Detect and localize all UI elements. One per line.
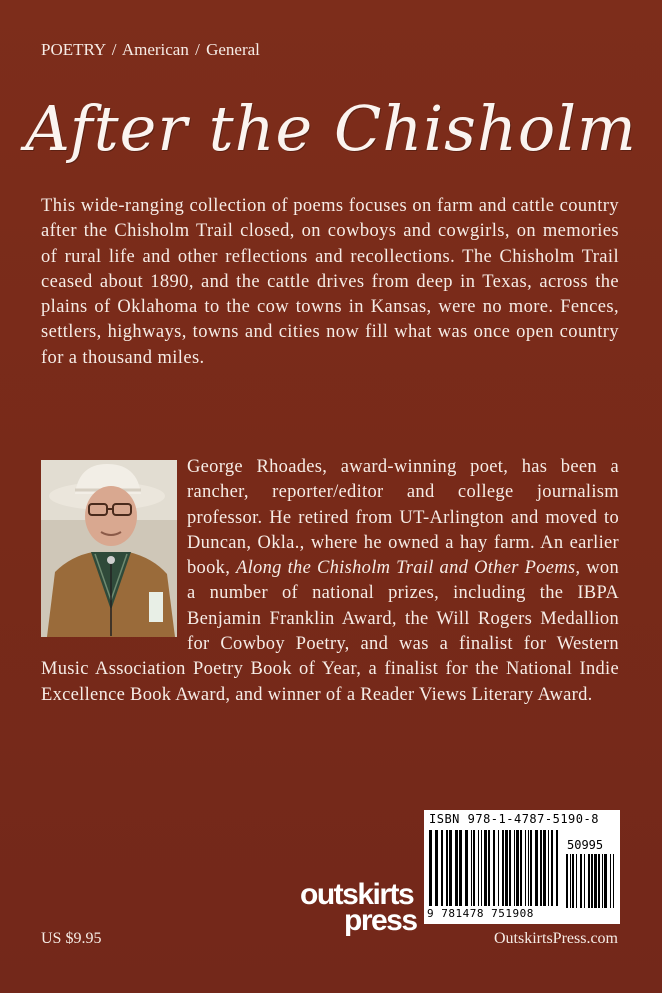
barcode-bar xyxy=(473,830,475,906)
barcode-bar xyxy=(514,830,515,906)
barcode-bar xyxy=(602,854,603,908)
barcode-digits: 9 781478 751908 xyxy=(427,907,534,920)
publisher-name-line1: outskirts xyxy=(300,878,414,911)
barcode-bar xyxy=(576,854,577,908)
barcode-bar xyxy=(441,830,443,906)
publisher-logo xyxy=(300,878,422,940)
barcode-bar xyxy=(478,830,479,906)
publisher-name-line2: press xyxy=(344,904,417,937)
barcode-bar xyxy=(591,854,593,908)
barcode-bar xyxy=(449,830,452,906)
barcode-bar xyxy=(429,830,432,906)
barcode-bar xyxy=(446,830,448,906)
book-description: This wide-ranging collection of poems focuses on farm and cattle country after the Chisholm Trail closed, on cowboys and cowgirls, on memories of rural life and other reflections and recollections. The Chisholm Trail ceased about 1890, and the cattle drives from deep in Texas, across the plains of Oklahoma to the cow towns in Kansas, were no more. Fences, settlers, highways, towns and cities now fill what was once open country for a thousand miles. xyxy=(41,196,619,368)
barcode-bar xyxy=(435,830,438,906)
barcode-bar xyxy=(484,830,487,906)
barcode-bar xyxy=(525,830,526,906)
earlier-book-title: Along the Chisholm Trail and Other Poems, xyxy=(236,558,581,579)
barcode-bar xyxy=(594,854,597,908)
book-title: After the Chisholm xyxy=(25,92,637,165)
barcode-bar xyxy=(584,854,585,908)
barcode-bar xyxy=(540,830,542,906)
barcode-bar xyxy=(502,830,504,906)
barcode-bar xyxy=(543,830,546,906)
barcode-bar xyxy=(556,830,558,906)
photo-spacer xyxy=(41,455,187,635)
barcode-bar xyxy=(493,830,495,906)
barcode-bar xyxy=(481,830,482,906)
barcode-addon xyxy=(566,854,614,910)
barcode-bar xyxy=(548,830,549,906)
barcode-bar xyxy=(588,854,590,908)
barcode-bar xyxy=(509,830,511,906)
barcode-bar xyxy=(471,830,472,906)
barcode-bar xyxy=(498,830,499,906)
barcode-bar xyxy=(570,854,571,908)
barcode-bar xyxy=(598,854,600,908)
barcode-bar xyxy=(610,854,611,908)
barcode-bar xyxy=(530,830,532,906)
barcode-bar xyxy=(516,830,519,906)
bio-text-part1: George Rhoades, award-winning poet, has been a rancher, reporter/editor and college journalism professor. He retired from UT-Arlington and moved to Duncan, Okla., where he owned a hay farm. An earlier book, xyxy=(187,457,619,579)
barcode-bar xyxy=(566,854,568,908)
barcode-main xyxy=(429,830,559,910)
price: US $9.95 xyxy=(41,930,102,947)
barcode-box xyxy=(424,810,620,924)
barcode-bar xyxy=(488,830,490,906)
barcode-bar xyxy=(580,854,582,908)
barcode-bar xyxy=(455,830,458,906)
barcode-bar xyxy=(551,830,553,906)
barcode-bar xyxy=(572,854,574,908)
category-label: POETRY / American / General xyxy=(41,40,260,59)
barcode-bar xyxy=(505,830,508,906)
barcode-bar xyxy=(535,830,538,906)
barcode-bar xyxy=(613,854,614,908)
barcode-bar xyxy=(528,830,529,906)
price-code: 50995 xyxy=(567,838,604,852)
barcode-bar xyxy=(520,830,522,906)
barcode-bar xyxy=(459,830,462,906)
author-bio xyxy=(41,455,619,708)
barcode-bar xyxy=(604,854,607,908)
isbn-text: ISBN 978-1-4787-5190-8 xyxy=(429,812,599,826)
barcode-bar xyxy=(465,830,468,906)
bio-text-part2: won a number of national prizes, including the IBPA Benjamin Franklin Award, the Will Rogers Medallion for Cowboy Poetry, and was a finalist for Western Music Association Poetry Book of Year, a finalist for the National Indie Excellence Book Award, and winner of a Reader Views Literary Award. xyxy=(41,558,619,705)
website-link[interactable]: OutskirtsPress.com xyxy=(494,930,618,947)
